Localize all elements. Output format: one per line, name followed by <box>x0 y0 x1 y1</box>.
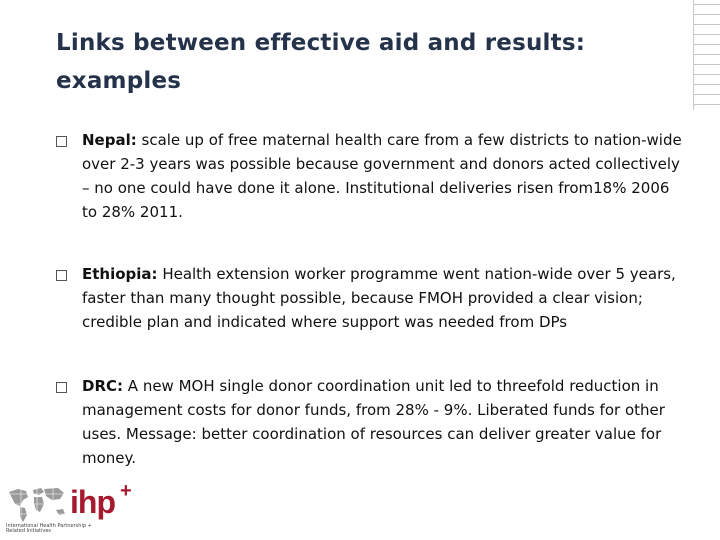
horizontal-rule <box>693 34 720 35</box>
example-text: scale up of free maternal health care from a few districts to nation-wide over 2-3 years was possible because government and donors acted collectively – no one could have done it alone. Institutional deliveries risen from18% 2006 to 28% 2011. <box>82 131 682 221</box>
logo-caption: International Health Partnership + Related Initiatives <box>6 523 92 534</box>
square-bullet-icon <box>56 136 67 147</box>
horizontal-rule <box>693 24 720 25</box>
horizontal-rule <box>693 4 720 5</box>
example-label: DRC: <box>82 377 124 395</box>
horizontal-rule <box>693 44 720 45</box>
example-label: Nepal: <box>82 131 137 149</box>
horizontal-rule <box>693 14 720 15</box>
horizontal-rule <box>693 104 720 105</box>
horizontal-rule <box>693 94 720 95</box>
logo-wordmark: ihp <box>70 484 115 520</box>
example-text: Health extension worker programme went nation-wide over 5 years, faster than many thought possible, because FMOH provided a clear vision; credible plan and indicated where support was needed from DPs <box>82 265 676 331</box>
horizontal-rule <box>693 54 720 55</box>
square-bullet-icon <box>56 270 67 281</box>
logo-plus: + <box>120 480 132 502</box>
example-text: A new MOH single donor coordination unit led to threefold reduction in management costs for donor funds, from 28% - 9%. Liberated funds for other uses. Message: better coordination of resources can deliver greater value for money. <box>82 377 665 467</box>
example-nepal <box>82 128 682 224</box>
horizontal-rule <box>693 74 720 75</box>
slide-title-line-2: examples <box>56 68 182 94</box>
horizontal-rule <box>693 64 720 65</box>
example-drc <box>82 374 682 470</box>
world-map-icon <box>6 484 68 524</box>
slide-title-line-1: Links between effective aid and results: <box>56 30 586 56</box>
example-ethiopia <box>82 262 682 334</box>
example-label: Ethiopia: <box>82 265 158 283</box>
slide-title <box>56 24 616 100</box>
square-bullet-icon <box>56 382 67 393</box>
horizontal-rule <box>693 84 720 85</box>
ihp-logo <box>6 480 136 534</box>
